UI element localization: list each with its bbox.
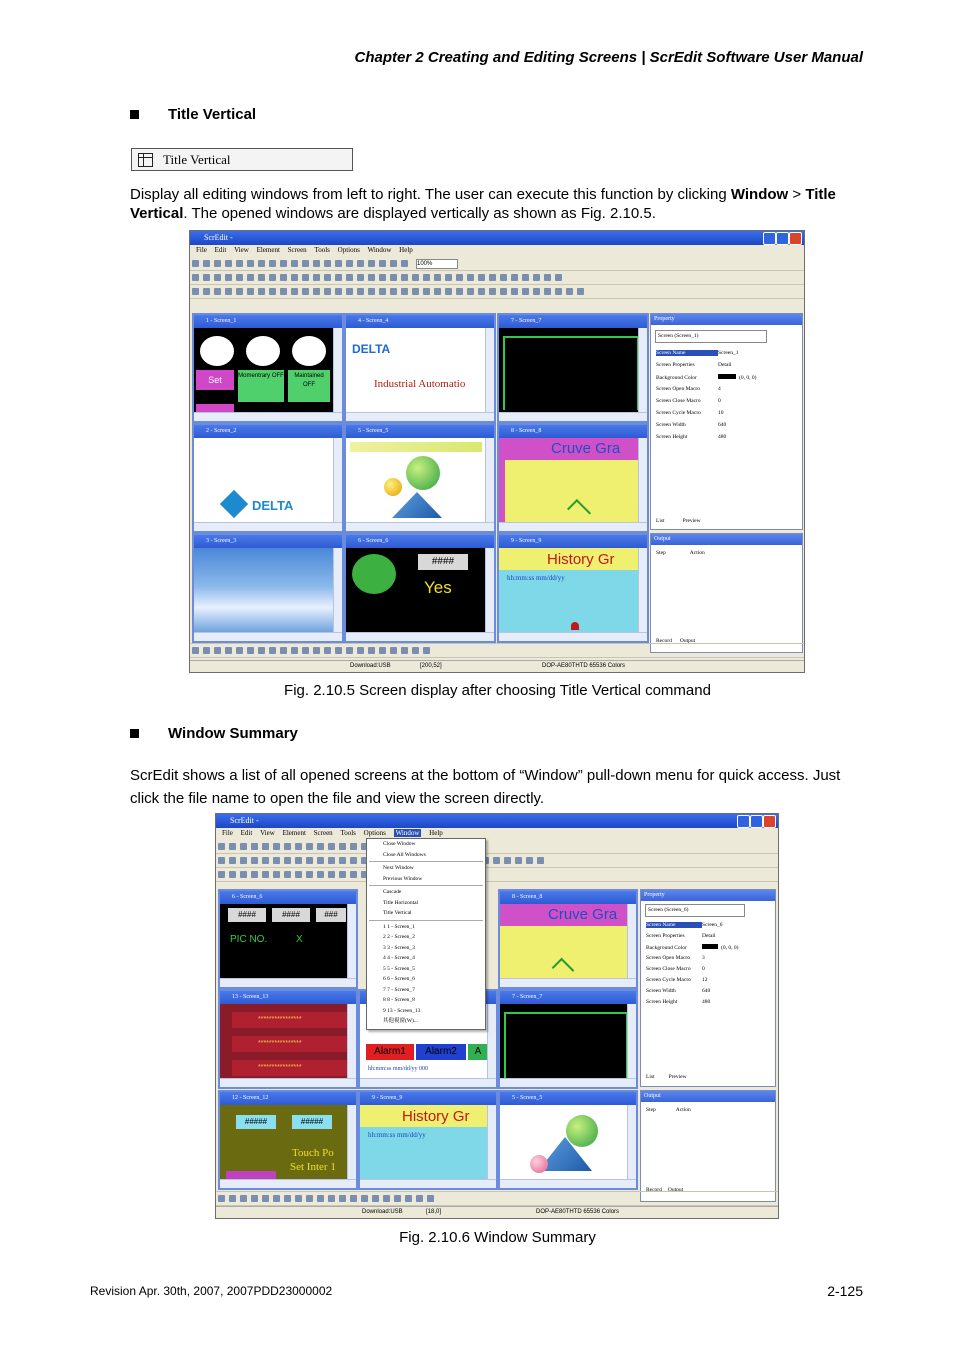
yes-label: Yes (424, 578, 452, 597)
delta-logo-text: DELTA (252, 498, 294, 513)
screen-window-8 (497, 423, 649, 533)
bullet-icon (130, 729, 139, 738)
tab-list: List (646, 1074, 655, 1080)
maximize-icon (776, 232, 789, 245)
property-key: Screen Open Macro (656, 386, 700, 392)
screen-window-title: 4 - Screen_4 (346, 315, 494, 328)
property-key: Screen Width (656, 422, 686, 428)
green-ball-icon (406, 456, 440, 490)
menu-file: File (196, 246, 207, 254)
property-key: Screen Name (646, 922, 702, 928)
output-col-action: Action (689, 550, 705, 556)
menu-item-cascade[interactable]: Cascade (383, 889, 402, 895)
output-panel (640, 1090, 776, 1202)
property-value: 480 (702, 999, 711, 1005)
output-col-step: Step (656, 550, 666, 556)
close-icon (789, 232, 802, 245)
property-value: 480 (718, 434, 727, 440)
screen-window-title: 12 - Screen_12 (220, 1092, 356, 1105)
tab-record: Record (646, 1187, 662, 1193)
output-col-action: Action (675, 1107, 691, 1113)
screen-window-9 (358, 1090, 498, 1190)
menu-window: Window (367, 246, 392, 254)
screen-window-6 (344, 533, 496, 643)
screen-window-13 (218, 989, 358, 1089)
screen-window-title: 7 - Screen_7 (500, 991, 636, 1004)
minimize-icon (763, 232, 776, 245)
menu-help: Help (429, 829, 443, 837)
status-model: DOP-AE80THTD 65536 Colors (536, 1209, 620, 1215)
menu-options: Options (337, 246, 360, 254)
property-value: 10 (718, 410, 724, 416)
status-coord: [18,0] (426, 1209, 442, 1215)
title-vertical-command-image (131, 148, 353, 171)
property-key: Screen Cycle Macro (646, 977, 691, 983)
screen-window-title: 2 - Screen_2 (194, 425, 342, 438)
app-titlebar (216, 814, 778, 828)
industrial-automation-text: Industrial Automatio (374, 378, 466, 390)
set-inter-label: Set Inter 1 (290, 1161, 336, 1173)
toolbar-row-2 (190, 271, 804, 285)
pic-no-label: PIC NO. (230, 934, 268, 945)
toolbar-bottom (190, 643, 804, 658)
property-key: Background Color (646, 945, 687, 951)
app-title: ScrEdit - (204, 233, 233, 242)
menu-view: View (234, 246, 249, 254)
history-graph-title: History Gr (547, 551, 615, 568)
alarm-row: **************** (232, 1012, 348, 1028)
property-key: Screen Close Macro (646, 966, 691, 972)
property-value: (0, 0, 0) (739, 375, 757, 381)
alarm1-label: Alarm1 (366, 1044, 414, 1060)
output-panel-title: Output (641, 1091, 775, 1102)
menu-item-screen-5[interactable]: 5 5 - Screen_5 (383, 965, 415, 972)
screen-window-title: 6 - Screen_6 (220, 891, 356, 904)
property-key: Screen Cycle Macro (656, 410, 701, 416)
color-swatch (718, 374, 736, 379)
delta-logo-text: DELTA (352, 342, 391, 356)
screen-window-title: 5 - Screen_5 (500, 1092, 636, 1105)
zoom-combo: 100% (416, 259, 458, 269)
numeric-display: ### (316, 908, 346, 922)
figure-caption-2: Fig. 2.10.6 Window Summary (399, 1229, 596, 1246)
alarm-time-label: hh:mm:ss mm/dd/yy 000 (368, 1066, 429, 1072)
menu-item-screen-2[interactable]: 2 2 - Screen_2 (383, 934, 415, 940)
property-panel-title: Property (641, 890, 775, 901)
menu-tools: Tools (314, 246, 330, 254)
screen-window-7 (497, 313, 649, 423)
menu-item-screen-3[interactable]: 3 3 - Screen_3 (383, 944, 415, 951)
green-ball-icon (566, 1115, 598, 1147)
window-dropdown-menu (366, 838, 486, 1030)
frog-icon (352, 554, 396, 594)
property-value: 3 (702, 955, 705, 961)
property-value: 0 (702, 966, 705, 972)
app-statusbar (216, 1206, 778, 1218)
menu-item-screen-13[interactable]: 9 13 - Screen_13 (383, 1007, 421, 1014)
figure-caption-1: Fig. 2.10.5 Screen display after choosing Title Vertical command (284, 682, 711, 699)
section-heading-window-summary: Window Summary (168, 725, 298, 742)
menu-item-previous-window[interactable]: Previous Window (383, 875, 423, 882)
screen-window-7 (498, 989, 638, 1089)
screen-window-1 (192, 313, 344, 423)
property-key: Screen Close Macro (656, 398, 701, 404)
color-swatch (702, 944, 718, 949)
screen-window-title: 7 - Screen_7 (499, 315, 647, 328)
history-graph-title: History Gr (402, 1108, 470, 1125)
menu-window-open: Window (395, 829, 420, 837)
app-menubar (216, 828, 778, 839)
property-value: 0 (718, 398, 721, 404)
tab-preview: Preview (668, 1074, 687, 1080)
property-combo: Screen (Screen_6) (645, 904, 745, 917)
menu-edit: Edit (214, 246, 227, 254)
tab-output: Output (679, 638, 696, 644)
output-panel (650, 533, 803, 653)
toolbar-bottom (216, 1191, 778, 1206)
toolbar-row-1 (190, 257, 804, 271)
menu-item-title-vertical[interactable]: Title Vertical (383, 910, 412, 916)
pink-ball-icon (530, 1155, 548, 1173)
toolbar-row-3 (190, 285, 804, 299)
output-col-step: Step (646, 1107, 656, 1113)
menu-element: Element (256, 246, 280, 254)
property-key: Screen Width (646, 988, 676, 994)
alarm-row: **************** (232, 1060, 348, 1076)
para-text: > (788, 186, 806, 203)
property-panel (640, 889, 776, 1087)
screen-window-title: 8 - Screen_8 (500, 891, 636, 904)
screen-window-title: 6 - Screen_6 (346, 535, 494, 548)
menu-edit: Edit (240, 829, 253, 837)
tab-record: Record (656, 638, 672, 644)
para-bold-window: Window (730, 186, 789, 203)
menu-item-next-window[interactable]: Next Window (383, 865, 414, 871)
property-value: Detail (702, 933, 716, 939)
status-coord: [200,52] (420, 663, 442, 669)
touch-label: Touch Po (292, 1147, 334, 1159)
numeric-display: #### (272, 908, 310, 922)
page-number: 2-125 (827, 1283, 863, 1299)
para-text: . The opened windows are displayed vertically as shown as Fig. 2.10.5. (183, 205, 656, 222)
screen-window-title: 1 - Screen_1 (194, 315, 342, 328)
property-key: Screen Name (656, 350, 718, 356)
menu-view: View (260, 829, 275, 837)
property-value: Detail (718, 362, 732, 368)
property-panel-title: Property (651, 314, 802, 325)
numeric-display: ##### (292, 1115, 332, 1129)
menu-item-close-window[interactable]: Close Window (383, 841, 416, 847)
property-key: Screen Properties (646, 933, 685, 939)
screen-window-5 (344, 423, 496, 533)
menu-tools: Tools (340, 829, 356, 837)
property-value: 640 (718, 422, 727, 428)
delta-logo-icon (220, 490, 248, 518)
property-key: Screen Height (656, 434, 688, 440)
alarm3-label: A (468, 1044, 488, 1060)
property-combo: Screen (Screen_1) (655, 330, 767, 343)
status-model: DOP-AE80THTD 65536 Colors (542, 663, 626, 669)
section2-paragraph: ScrEdit shows a list of all opened screens at the bottom of “Window” pull-down menu for quick access. Just click the file name to open the file and view the screen directly. (130, 767, 841, 807)
screen-window-title: 8 - Screen_8 (499, 425, 647, 438)
menu-item-screen-7[interactable]: 7 7 - Screen_7 (383, 986, 415, 993)
menu-help: Help (399, 246, 413, 254)
menu-options: Options (363, 829, 386, 837)
curve-graph-title: Cruve Gra (548, 906, 618, 923)
tab-preview: Preview (682, 518, 701, 524)
footer-revision: Revision Apr. 30th, 2007, 2007PDD23000002 (90, 1284, 333, 1298)
menu-item-title-horizontal[interactable]: Title Horizontal (383, 899, 419, 906)
property-value: Screen_1 (718, 350, 739, 356)
status-download: Download:USB (362, 1209, 403, 1215)
app-statusbar (190, 660, 804, 672)
screen-window-title: 5 - Screen_5 (346, 425, 494, 438)
property-panel (650, 313, 803, 530)
menu-item-close-all-windows[interactable]: Close All Windows (383, 851, 426, 858)
numeric-display: ##### (236, 1115, 276, 1129)
screen-window-9 (497, 533, 649, 643)
app-menubar (190, 245, 804, 256)
screenshot-title-vertical (189, 230, 805, 673)
property-key: Background Color (656, 375, 697, 381)
alarm2-label: Alarm2 (416, 1044, 466, 1060)
para-bold-title-vertical: Title Vertical (130, 186, 836, 222)
set-button-label: Set (196, 370, 234, 390)
menu-file: File (222, 829, 233, 837)
property-key: Screen Height (646, 999, 678, 1005)
alarm-row: **************** (232, 1036, 348, 1052)
screen-window-title: 3 - Screen_3 (194, 535, 342, 548)
screen-window-8 (498, 889, 638, 989)
section1-paragraph (130, 185, 865, 223)
menu-item-screen-8[interactable]: 8 8 - Screen_8 (383, 997, 415, 1003)
menu-element: Element (282, 829, 306, 837)
screenshot-window-summary (215, 813, 779, 1219)
screen-window-6 (218, 889, 358, 989)
toolbar-row-1 (216, 840, 778, 854)
numeric-display: #### (418, 554, 468, 570)
minimize-icon (737, 815, 750, 828)
title-vertical-icon (138, 153, 153, 167)
property-value: Screen_6 (702, 922, 723, 928)
running-header: Chapter 2 Creating and Editing Screens | ScrEdit Software User Manual (354, 49, 863, 66)
bullet-icon (130, 110, 139, 119)
screen-window-3 (192, 533, 344, 643)
maximize-icon (750, 815, 763, 828)
numeric-display: #### (228, 908, 266, 922)
pic-no-value: X (296, 934, 303, 945)
time-format-label: hh:mm:ss mm/dd/yy (507, 574, 565, 582)
maintained-label: Maintained OFF (288, 370, 330, 402)
tab-output: Output (667, 1187, 684, 1193)
menu-item-more-windows[interactable]: 其他視窗(W)... (383, 1018, 418, 1024)
property-key: Screen Properties (656, 362, 695, 368)
screen-window-2 (192, 423, 344, 533)
property-value: 640 (702, 988, 711, 994)
menu-screen: Screen (313, 829, 333, 837)
property-key: Screen Open Macro (646, 955, 690, 961)
menu-screen: Screen (287, 246, 307, 254)
toolbar-row-3 (216, 868, 778, 882)
screen-window-5 (498, 1090, 638, 1190)
menu-item-screen-4[interactable]: 4 4 - Screen_4 (383, 955, 415, 961)
tab-list: List (656, 518, 665, 524)
status-download: Download:USB (350, 663, 391, 669)
screen-window-title: 13 - Screen_13 (220, 991, 356, 1004)
title-vertical-label: Title Vertical (163, 151, 231, 167)
time-format-label: hh:mm:ss mm/dd/yy (368, 1131, 426, 1139)
app-titlebar (190, 231, 804, 245)
property-value: 4 (718, 386, 721, 392)
screen-window-title: 9 - Screen_9 (499, 535, 647, 548)
yellow-ball-icon (384, 478, 402, 496)
property-value: (0, 0, 0) (721, 945, 739, 951)
app-title: ScrEdit - (230, 816, 259, 825)
para-text: Display all editing windows from left to right. The user can execute this function by clicking (130, 186, 731, 203)
section-heading-title-vertical: Title Vertical (168, 106, 257, 123)
output-panel-title: Output (651, 534, 802, 545)
curve-graph-title: Cruve Gra (551, 440, 621, 457)
toolbar-row-2 (216, 854, 778, 868)
screen-window-title: 9 - Screen_9 (360, 1092, 496, 1105)
close-icon (763, 815, 776, 828)
momentary-label: Momentrary OFF (238, 370, 284, 402)
menu-item-screen-6-checked[interactable]: 6 6 - Screen_6 (383, 976, 415, 982)
screen-window-4 (344, 313, 496, 423)
property-value: 12 (702, 977, 708, 983)
screen-window-12 (218, 1090, 358, 1190)
menu-item-screen-1[interactable]: 1 1 - Screen_1 (383, 923, 415, 930)
